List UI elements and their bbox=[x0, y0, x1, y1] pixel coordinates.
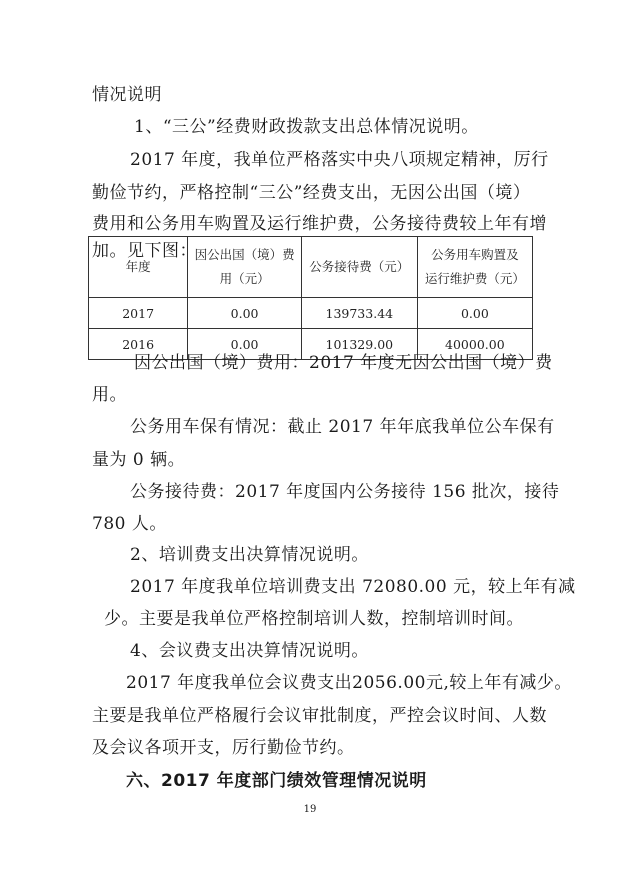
table-cell: 0.00 bbox=[188, 298, 302, 329]
text-line: 因公出国（境）费用：2017 年度无因公出国（境）费 bbox=[134, 353, 553, 373]
text-line: 费用和公务用车购置及运行维护费，公务接待费较上年有增 bbox=[92, 214, 547, 234]
table-cell: 2016 bbox=[89, 329, 188, 360]
text-line: 公务接待费：2017 年度国内公务接待 156 批次，接待 bbox=[130, 482, 560, 502]
page-number: 19 bbox=[303, 804, 317, 815]
table-cell: 0.00 bbox=[188, 329, 302, 360]
text-line: 4、会议费支出决算情况说明。 bbox=[130, 641, 369, 661]
header-cell-overseas: 因公出国（境）费 用（元） bbox=[188, 237, 302, 298]
text-line: 少。主要是我单位严格控制培训人数，控制培训时间。 bbox=[104, 609, 524, 629]
section-heading: 六、2017 年度部门绩效管理情况说明 bbox=[126, 771, 427, 791]
text-line: 1、“三公”经费财政拨款支出总体情况说明。 bbox=[134, 117, 479, 137]
text-line: 情况说明 bbox=[92, 85, 162, 105]
text-line: 加。见下图： bbox=[92, 241, 197, 261]
text-line: 780 人。 bbox=[92, 514, 167, 534]
text-line: 勤俭节约，严格控制“三公”经费支出，无因公出国（境） bbox=[92, 183, 531, 203]
header-cell-year: 年度 bbox=[89, 237, 188, 298]
text-line: 量为 0 辆。 bbox=[92, 450, 186, 470]
table-cell: 0.00 bbox=[417, 298, 532, 329]
text-line: 2017 年度我单位培训费支出 72080.00 元，较上年有减 bbox=[130, 577, 576, 597]
header-cell-vehicle: 公务用车购置及 运行维护费（元） bbox=[417, 237, 532, 298]
table-row bbox=[89, 298, 533, 329]
text-line: 公务用车保有情况：截止 2017 年年底我单位公车保有 bbox=[130, 417, 555, 437]
table-cell: 139733.44 bbox=[301, 298, 417, 329]
text-line: 主要是我单位严格履行会议审批制度，严控会议时间、人数 bbox=[92, 706, 547, 726]
header-cell-reception: 公务接待费（元） bbox=[301, 237, 417, 298]
table-header-row bbox=[89, 237, 533, 298]
expense-table bbox=[88, 236, 533, 360]
table-cell: 2017 bbox=[89, 298, 188, 329]
table-cell: 101329.00 bbox=[301, 329, 417, 360]
text-line: 用。 bbox=[92, 385, 127, 405]
text-line: 2017 年度我单位会议费支出2056.00元,较上年有减少。 bbox=[126, 673, 572, 693]
table-cell: 40000.00 bbox=[417, 329, 532, 360]
text-line: 2017 年度，我单位严格落实中央八项规定精神，厉行 bbox=[130, 150, 549, 170]
text-line: 2、培训费支出决算情况说明。 bbox=[130, 545, 369, 565]
text-line: 及会议各项开支，厉行勤俭节约。 bbox=[92, 738, 355, 758]
